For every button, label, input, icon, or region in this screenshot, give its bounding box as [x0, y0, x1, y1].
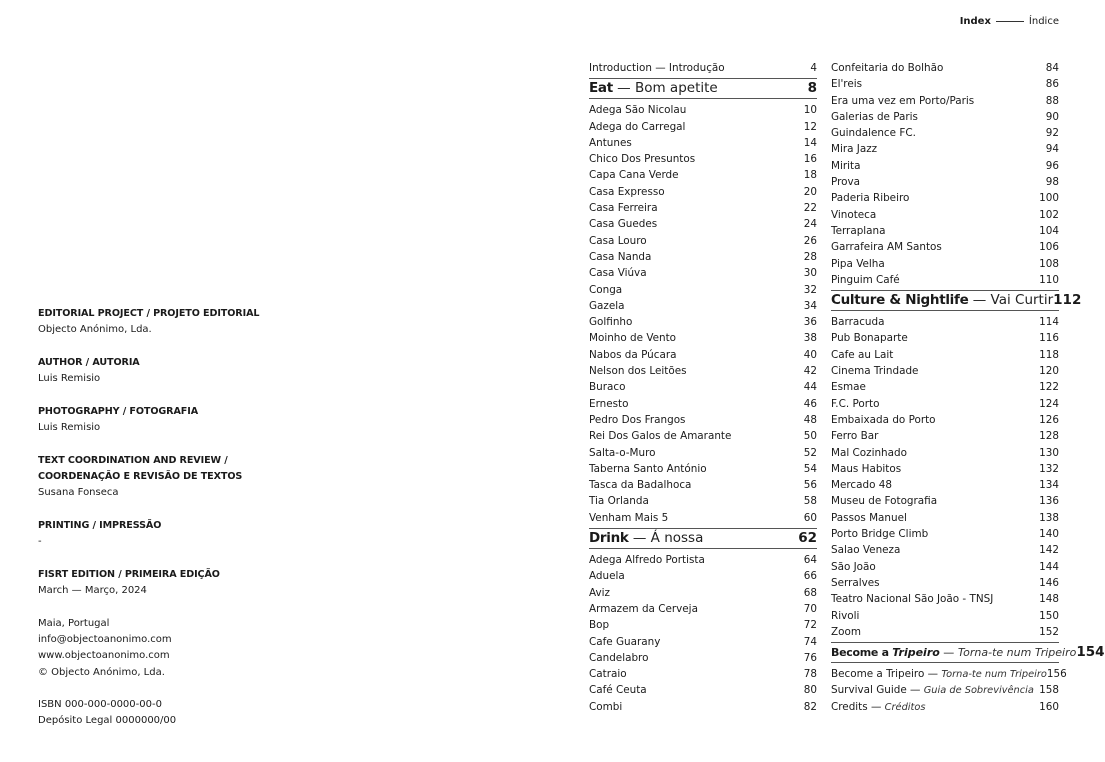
toc-entry-title: Salta-o-Muro	[589, 446, 656, 459]
colophon-value: Luis Remisio	[38, 422, 101, 434]
toc-entry-title: Chico Dos Presuntos	[589, 153, 696, 166]
toc-entry-page: 66	[803, 570, 817, 583]
toc-entry[interactable]	[831, 174, 1059, 190]
toc-entry[interactable]	[589, 568, 817, 584]
toc-entry[interactable]	[831, 347, 1059, 363]
toc-entry-page: 16	[803, 153, 817, 166]
toc-entry-page: 106	[1039, 241, 1059, 254]
toc-entry-subtitle: Guia de Sobrevivência	[923, 685, 1034, 697]
section-subtitle: — Vai Curtir	[968, 292, 1054, 309]
toc-entry-title: Antunes	[589, 136, 632, 149]
toc-entry-page: 76	[803, 651, 817, 664]
eat-list	[589, 102, 817, 526]
toc-entry-page: 12	[803, 120, 817, 133]
toc-entry[interactable]	[589, 119, 817, 135]
toc-entry-title: Maus Habitos	[831, 462, 902, 475]
legal-deposit: Depósito Legal 0000000/00	[38, 715, 177, 727]
toc-entry[interactable]	[589, 314, 817, 330]
toc-entry[interactable]	[589, 265, 817, 281]
header-rule	[996, 21, 1024, 22]
colophon-value: Luis Remisio	[38, 373, 101, 385]
toc-entry-title: Casa Nanda	[589, 250, 652, 263]
copyright-line: © Objecto Anónimo, Lda.	[38, 666, 165, 678]
toc-entry[interactable]	[589, 477, 817, 493]
toc-entry-title: Prova	[831, 176, 861, 189]
section-dash: —	[939, 646, 958, 660]
colophon-label: PHOTOGRAPHY / FOTOGRAFIA	[38, 405, 199, 417]
toc-entry-title: Become a Tripeiro —	[831, 668, 942, 681]
toc-entry-title: Credits —	[831, 700, 885, 713]
toc-entry[interactable]	[831, 141, 1059, 157]
toc-entry-page: 78	[803, 668, 817, 681]
toc-entry-page: 126	[1039, 413, 1059, 426]
toc-entry-title: Adega do Carregal	[589, 120, 686, 133]
toc-entry-page: 58	[803, 495, 817, 508]
toc-entry[interactable]	[831, 699, 1059, 715]
toc-entry[interactable]	[589, 510, 817, 526]
toc-entry-page: 26	[803, 234, 817, 247]
toc-entry-title: Nabos da Púcara	[589, 348, 677, 361]
section-title: Become a	[831, 646, 893, 660]
toc-entry-title: Pipa Velha	[831, 257, 885, 270]
toc-entry-title: Candelabro	[589, 651, 649, 664]
website-link[interactable]: www.objectoanonimo.com	[38, 650, 170, 662]
toc-entry-page: 80	[803, 684, 817, 697]
tripeiro-list	[831, 666, 1067, 715]
toc-entry[interactable]	[589, 151, 817, 167]
toc-entry-title: Garrafeira AM Santos	[831, 241, 942, 254]
toc-entry[interactable]	[831, 158, 1059, 174]
toc-entry-title: Golfinho	[589, 316, 633, 329]
toc-entry-page: 108	[1039, 257, 1059, 270]
toc-column-right	[831, 60, 1105, 715]
toc-entry[interactable]	[831, 624, 1059, 640]
toc-entry-page: 104	[1039, 224, 1059, 237]
toc-entry-title: Rei Dos Galos de Amarante	[589, 430, 732, 443]
toc-entry-title: Salao Veneza	[831, 544, 901, 557]
toc-entry-title: Casa Louro	[589, 234, 647, 247]
toc-entry-page: 96	[1045, 159, 1059, 172]
toc-entry-title: Casa Viúva	[589, 267, 647, 280]
toc-entry-title: Zoom	[831, 625, 861, 638]
toc-entry-title: Porto Bridge Climb	[831, 528, 929, 541]
toc-entry[interactable]	[589, 379, 817, 395]
toc-entry[interactable]	[589, 666, 817, 682]
colophon-label: TEXT COORDINATION AND REVIEW /	[38, 454, 228, 466]
toc-entry[interactable]	[831, 93, 1059, 109]
toc-entry-page: 94	[1045, 143, 1059, 156]
toc-entry[interactable]	[831, 510, 1059, 526]
toc-entry-title: Cinema Trindade	[831, 365, 919, 378]
toc-entry-page: 74	[803, 635, 817, 648]
toc-entry-title: Venham Mais 5	[589, 511, 669, 524]
toc-entry-page: 68	[803, 586, 817, 599]
toc-column-left	[589, 60, 817, 715]
toc-entry[interactable]	[831, 682, 1059, 698]
toc-entry[interactable]	[589, 650, 817, 666]
toc-entry[interactable]	[589, 282, 817, 298]
toc-entry-title: F.C. Porto	[831, 397, 880, 410]
toc-entry-title: Embaixada do Porto	[831, 413, 936, 426]
toc-entry-page: 52	[803, 446, 817, 459]
section-page: 8	[807, 80, 817, 97]
toc-entry-title: Casa Expresso	[589, 185, 665, 198]
toc-entry[interactable]	[831, 526, 1059, 542]
colophon-photography	[38, 404, 298, 437]
index-label-en: Index	[959, 16, 991, 27]
toc-entry-title: Combi	[589, 700, 623, 713]
toc-entry-page: 160	[1039, 700, 1059, 713]
toc-entry-page: 118	[1039, 348, 1059, 361]
toc-entry-page: 102	[1039, 208, 1059, 221]
toc-entry-page: 34	[803, 299, 817, 312]
toc-entry-title: Tasca da Badalhoca	[589, 479, 692, 492]
toc-entry-page: 100	[1039, 192, 1059, 205]
section-page: 154	[1076, 644, 1105, 661]
culture-list	[831, 314, 1059, 640]
toc-entry[interactable]	[831, 223, 1059, 239]
toc-entry-page: 140	[1039, 528, 1059, 541]
toc-entry-page: 132	[1039, 462, 1059, 475]
toc-entry[interactable]	[589, 167, 817, 183]
colophon-label-2: COORDENAÇÃO E REVISÃO DE TEXTOS	[38, 470, 243, 482]
section-tripeiro[interactable]	[831, 642, 1105, 663]
toc-entry-page: 28	[803, 250, 817, 263]
toc-entry-title: Barracuda	[831, 316, 885, 329]
toc-entry-page: 22	[803, 202, 817, 215]
toc-entry-page: 14	[803, 136, 817, 149]
toc-entry[interactable]	[589, 552, 817, 568]
toc-entry-page: 90	[1045, 110, 1059, 123]
colophon	[38, 306, 298, 730]
toc-entry-title: Catraio	[589, 668, 627, 681]
toc-entry-title: Moinho de Vento	[589, 332, 677, 345]
toc-entry-title: Esmae	[831, 381, 866, 394]
toc-entry-title: Passos Manuel	[831, 511, 907, 524]
toc-entry-page: 84	[1045, 62, 1059, 74]
toc-entry-page: 88	[1045, 94, 1059, 107]
section-subtitle: — Bom apetite	[612, 80, 718, 97]
toc-entry[interactable]	[589, 330, 817, 346]
toc-entry-title: Tia Orlanda	[589, 495, 649, 508]
colophon-editorial	[38, 306, 298, 339]
toc-entry-title: Ernesto	[589, 397, 629, 410]
toc-entry-page: 46	[803, 397, 817, 410]
section-page: 62	[798, 530, 817, 547]
toc-entry-title: Paderia Ribeiro	[831, 192, 910, 205]
toc-entry-title: Teatro Nacional São João - TNSJ	[831, 593, 994, 606]
toc-entry[interactable]	[589, 461, 817, 477]
toc-entry-title: Era uma vez em Porto/Paris	[831, 94, 975, 107]
colophon-label: EDITORIAL PROJECT / PROJETO EDITORIAL	[38, 308, 260, 319]
toc-entry-page: 42	[803, 365, 817, 378]
toc-entry-title: Terraplana	[831, 224, 886, 237]
toc-entry-page: 50	[803, 430, 817, 443]
toc-entry[interactable]	[589, 585, 817, 601]
toc-entry[interactable]	[831, 125, 1059, 141]
toc-entry[interactable]	[589, 184, 817, 200]
toc-entry[interactable]	[589, 617, 817, 633]
colophon-author	[38, 355, 298, 388]
toc-entry[interactable]	[831, 363, 1059, 379]
toc-entry[interactable]	[831, 207, 1059, 223]
toc-entry-page: 60	[803, 511, 817, 524]
section-subtitle: Torna-te num Tripeiro	[957, 646, 1077, 660]
toc-entry-title: Bop	[589, 619, 610, 632]
toc-entry[interactable]	[589, 200, 817, 216]
index-label-pt: Índice	[1028, 16, 1059, 27]
toc-entry-title: Casa Ferreira	[589, 202, 658, 215]
toc-entry-title: Nelson dos Leitões	[589, 365, 687, 378]
section-culture[interactable]	[831, 290, 1082, 311]
toc-entry-title: Pedro Dos Frangos	[589, 413, 686, 426]
address-line: Maia, Portugal	[38, 617, 110, 629]
toc-entry[interactable]	[831, 239, 1059, 255]
colophon-value: Objecto Anónimo, Lda.	[38, 324, 152, 336]
toc-entry-page: 124	[1039, 397, 1059, 410]
toc-entry-page: 10	[803, 104, 817, 117]
toc-entry-title: Confeitaria do Bolhão	[831, 62, 944, 74]
toc-entry[interactable]	[831, 542, 1059, 558]
toc-entry-title: Introduction — Introdução	[589, 62, 725, 74]
toc-entry-page: 156	[1046, 668, 1067, 681]
toc-entry-title: Casa Guedes	[589, 218, 658, 231]
toc-entry-title: Mirita	[831, 159, 861, 172]
toc-entry-page: 44	[803, 381, 817, 394]
toc-entry[interactable]	[831, 591, 1059, 607]
toc-entry[interactable]	[589, 396, 817, 412]
toc-entry[interactable]	[831, 272, 1059, 288]
isbn: ISBN 000-000-0000-00-0	[38, 699, 162, 711]
toc-entry[interactable]	[589, 699, 817, 715]
toc-entry-page: 24	[803, 218, 817, 231]
colophon-address	[38, 616, 298, 681]
toc-entry-title: Armazem da Cerveja	[589, 602, 698, 615]
toc-entry-page: 4	[810, 62, 817, 74]
toc-entry[interactable]	[589, 412, 817, 428]
toc-entry[interactable]	[831, 412, 1059, 428]
toc-intro[interactable]	[589, 60, 817, 76]
toc-entry[interactable]	[831, 109, 1059, 125]
colophon-text-review	[38, 453, 298, 502]
toc-entry-title: Serralves	[831, 576, 880, 589]
toc-entry-title: Mal Cozinhado	[831, 446, 907, 459]
toc-entry-page: 48	[803, 413, 817, 426]
toc-entry[interactable]	[831, 477, 1059, 493]
toc-entry[interactable]	[831, 379, 1059, 395]
section-title: Drink	[589, 530, 629, 547]
toc-entry[interactable]	[589, 347, 817, 363]
toc-entry[interactable]	[831, 428, 1059, 444]
colophon-label: AUTHOR / AUTORIA	[38, 356, 140, 368]
colophon-value: -	[38, 536, 42, 548]
email-link[interactable]: info@objectoanonimo.com	[38, 633, 172, 645]
toc-entry-title: Café Ceuta	[589, 684, 647, 697]
section-title: Culture & Nightlife	[831, 292, 969, 309]
toc-entry[interactable]	[831, 396, 1059, 412]
toc-entry-page: 136	[1039, 495, 1059, 508]
toc-entry-title: Survival Guide —	[831, 684, 924, 697]
toc-entry-title: Pinguim Café	[831, 273, 900, 286]
toc-entry[interactable]	[831, 461, 1059, 477]
toc-entry-page: 32	[803, 283, 817, 296]
toc-entry-page: 150	[1039, 609, 1059, 622]
colophon-value: Susana Fonseca	[38, 487, 119, 499]
toc-entry[interactable]	[831, 256, 1059, 272]
toc-entry-title: Adega Alfredo Portista	[589, 554, 705, 567]
toc-entry-title: Aviz	[589, 586, 610, 599]
toc-entry-page: 146	[1039, 576, 1059, 589]
toc-entry-title: Mira Jazz	[831, 143, 878, 156]
toc-entry-page: 18	[803, 169, 817, 182]
toc-entry[interactable]	[831, 190, 1059, 206]
toc-entry-page: 122	[1039, 381, 1059, 394]
toc-entry-page: 20	[803, 185, 817, 198]
toc-entry[interactable]	[589, 249, 817, 265]
toc-entry[interactable]	[831, 666, 1067, 682]
toc-entry[interactable]	[589, 428, 817, 444]
toc-entry[interactable]	[589, 682, 817, 698]
toc-entry[interactable]	[831, 608, 1059, 624]
running-header	[960, 16, 1059, 27]
toc-entry-page: 152	[1039, 625, 1059, 638]
toc-entry-page: 98	[1045, 176, 1059, 189]
toc-entry-page: 70	[803, 602, 817, 615]
toc-entry[interactable]	[589, 601, 817, 617]
toc-entry-page: 36	[803, 316, 817, 329]
colophon-edition	[38, 567, 298, 600]
toc-entry[interactable]	[589, 634, 817, 650]
toc-entry-page: 116	[1039, 332, 1059, 345]
toc-entry-page: 138	[1039, 511, 1059, 524]
toc-entry-page: 82	[803, 700, 817, 713]
toc-entry-title: Rivoli	[831, 609, 860, 622]
toc-entry-title: Aduela	[589, 570, 625, 583]
toc-entry-title: Guindalence FC.	[831, 127, 916, 140]
toc-entry-title: Mercado 48	[831, 479, 892, 492]
drink-list	[589, 552, 817, 715]
colophon-label: PRINTING / IMPRESSÃO	[38, 519, 162, 531]
toc-entry-page: 72	[803, 619, 817, 632]
colophon-value: March — Março, 2024	[38, 585, 147, 597]
toc-entry-page: 114	[1039, 316, 1059, 329]
toc-entry-page: 30	[803, 267, 817, 280]
toc-entry-page: 158	[1039, 684, 1059, 697]
toc-entry[interactable]	[831, 330, 1059, 346]
toc-entry[interactable]	[589, 445, 817, 461]
toc-entry[interactable]	[589, 135, 817, 151]
toc-entry[interactable]	[589, 298, 817, 314]
toc-entry[interactable]	[589, 493, 817, 509]
toc-entry-title: El'reis	[831, 78, 863, 91]
drink-list-continued	[831, 60, 1059, 288]
toc-entry-page: 110	[1039, 273, 1059, 286]
toc-entry-title: Cafe Guarany	[589, 635, 661, 648]
toc-entry[interactable]	[831, 493, 1059, 509]
toc-entry-title: Taberna Santo António	[589, 462, 707, 475]
toc-entry-page: 38	[803, 332, 817, 345]
toc-entry-title: Conga	[589, 283, 623, 296]
toc-entry[interactable]	[831, 575, 1059, 591]
toc-entry[interactable]	[589, 216, 817, 232]
toc-entry-title: Museu de Fotografia	[831, 495, 938, 508]
toc-entry[interactable]	[589, 233, 817, 249]
toc-entry-title: Vinoteca	[831, 208, 877, 221]
toc-entry-page: 128	[1039, 430, 1059, 443]
colophon-label: FISRT EDITION / PRIMEIRA EDIÇÃO	[38, 568, 220, 580]
toc-entry[interactable]	[831, 314, 1059, 330]
toc-entry-subtitle: Créditos	[884, 701, 926, 713]
toc-entry-title: Adega São Nicolau	[589, 104, 687, 117]
toc-entry-page: 56	[803, 479, 817, 492]
section-title: Eat	[589, 80, 613, 97]
toc-entry[interactable]	[831, 60, 1059, 76]
toc-entry[interactable]	[831, 76, 1059, 92]
toc-entry-title: Gazela	[589, 299, 625, 312]
toc-entry[interactable]	[831, 559, 1059, 575]
toc-entry-page: 130	[1039, 446, 1059, 459]
toc-entry-title: Pub Bonaparte	[831, 332, 908, 345]
toc-entry-title: Ferro Bar	[831, 430, 879, 443]
toc-entry-page: 148	[1039, 593, 1059, 606]
toc-entry-page: 54	[803, 462, 817, 475]
toc-entry-page: 144	[1039, 560, 1059, 573]
toc-entry-title: Capa Cana Verde	[589, 169, 679, 182]
toc-entry-title: São João	[831, 560, 876, 573]
colophon-printing	[38, 518, 298, 551]
toc-entry-page: 134	[1039, 479, 1059, 492]
toc-entry-title: Cafe au Lait	[831, 348, 894, 361]
section-drink[interactable]	[589, 528, 817, 549]
section-eat[interactable]	[589, 78, 817, 99]
toc-entry[interactable]	[831, 445, 1059, 461]
toc-entry-title: Buraco	[589, 381, 626, 394]
toc-entry-page: 40	[803, 348, 817, 361]
toc-entry-page: 120	[1039, 365, 1059, 378]
toc-entry-page: 64	[803, 554, 817, 567]
toc-entry[interactable]	[589, 102, 817, 118]
toc-entry[interactable]	[589, 363, 817, 379]
toc-entry-page: 92	[1045, 127, 1059, 140]
section-page: 112	[1053, 292, 1082, 309]
toc-entry-page: 142	[1039, 544, 1059, 557]
toc-entry-title: Galerias de Paris	[831, 110, 918, 123]
section-title-italic: Tripeiro	[892, 646, 940, 660]
toc-entry-page: 86	[1045, 78, 1059, 91]
toc-entry-subtitle: Torna-te num Tripeiro	[941, 669, 1047, 681]
section-subtitle: — Á nossa	[628, 530, 704, 547]
